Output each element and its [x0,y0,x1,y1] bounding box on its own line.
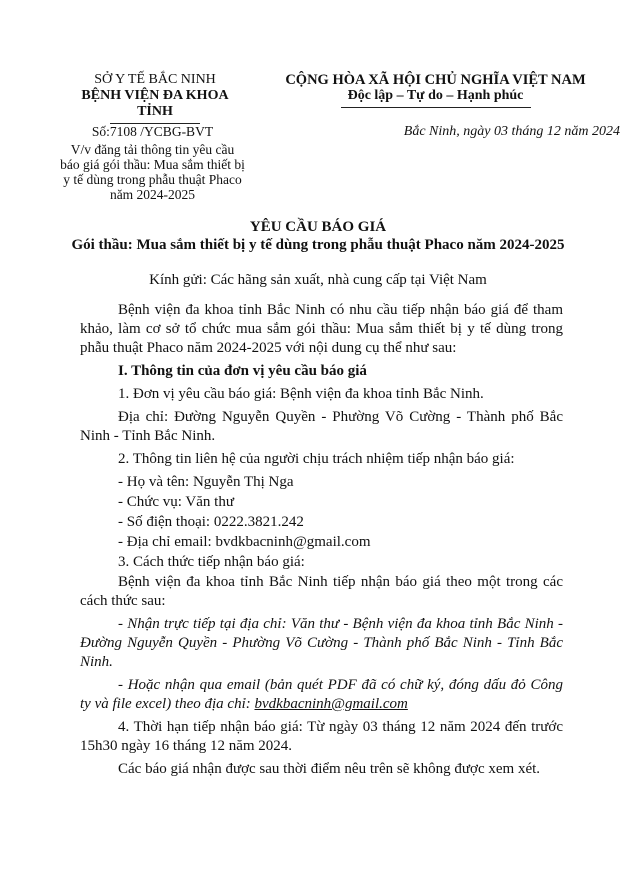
closing-paragraph: Các báo giá nhận được sau thời điểm nêu trên sẽ không được xem xét. [118,761,541,777]
contact-phone: - Số điện thoại: 0222.3821.242 [118,514,304,530]
date-line: Bắc Ninh, ngày 03 tháng 12 năm 2024 [403,124,620,139]
method-direct: - Nhận trực tiếp tại địa chỉ: Văn thư - Bệnh viện đa khoa tỉnh Bắc Ninh - Đường Nguyễn Quyền - Phường Võ Cường - Thành phố Bắc Ninh - Tỉnh Bắc Ninh. [80,616,563,670]
method-intro: Bệnh viện đa khoa tỉnh Bắc Ninh tiếp nhận báo giá theo một trong các cách thức sau: [80,574,563,609]
recipient-line: Kính gửi: Các hãng sản xuất, nhà cung cấp tại Việt Nam [149,272,487,288]
issuing-org: BỆNH VIỆN ĐA KHOA TỈNH [81,88,229,119]
issuer-block [70,72,240,124]
document-number-block [60,124,245,202]
national-block [268,72,603,108]
document-subtitle: Gói thầu: Mua sắm thiết bị y tế dùng trong phẫu thuật Phaco năm 2024-2025 [71,237,565,253]
method-heading: 3. Cách thức tiếp nhận báo giá: [118,554,305,570]
address-paragraph: Địa chỉ: Đường Nguyễn Quyền - Phường Võ Cường - Thành phố Bắc Ninh - Tỉnh Bắc Ninh. [80,409,563,444]
requesting-unit: 1. Đơn vị yêu cầu báo giá: Bệnh viện đa khoa tỉnh Bắc Ninh. [118,386,484,402]
contact-name: - Họ và tên: Nguyễn Thị Nga [118,474,294,490]
parent-org: SỞ Y TẾ BẮC NINH [94,72,216,87]
intro-paragraph: Bệnh viện đa khoa tỉnh Bắc Ninh có nhu cầu tiếp nhận báo giá để tham khảo, làm cơ sở tổ chức mua sắm gói thầu: Mua sắm thiết bị y tế dùng trong phẫu thuật Phaco năm 2024-2025 với nội dung cụ thể như sau: [80,302,563,356]
national-title: CỘNG HÒA XÃ HỘI CHỦ NGHĨA VIỆT NAM [285,72,586,88]
national-motto: Độc lập – Tự do – Hạnh phúc [347,88,524,103]
deadline-paragraph: 4. Thời hạn tiếp nhận báo giá: Từ ngày 03 tháng 12 năm 2024 đến trước 15h30 ngày 16 tháng 12 năm 2024. [80,719,563,754]
document-number: Số:7108 /YCBG-BVT [91,124,214,139]
contact-email: - Địa chỉ email: bvdkbacninh@gmail.com [118,534,371,550]
section-heading: I. Thông tin của đơn vị yêu cầu báo giá [118,363,367,379]
email-link[interactable]: bvdkbacninh@gmail.com [254,696,408,712]
document-title: YÊU CẦU BÁO GIÁ [249,219,387,235]
contact-role: - Chức vụ: Văn thư [118,494,234,510]
contact-heading: 2. Thông tin liên hệ của người chịu trách nhiệm tiếp nhận báo giá: [118,451,515,467]
method-email [80,676,563,714]
method-email-text: - Hoặc nhận qua email (bản quét PDF đã có chữ ký, đóng dấu đỏ Công ty và file excel) theo địa chỉ: [80,677,563,712]
document-subject: V/v đăng tải thông tin yêu cầu báo giá gói thầu: Mua sắm thiết bị y tế dùng trong phẫu thuật Phaco năm 2024-2025 [60,142,245,202]
document-body [80,301,563,783]
motto-underline [341,107,531,108]
